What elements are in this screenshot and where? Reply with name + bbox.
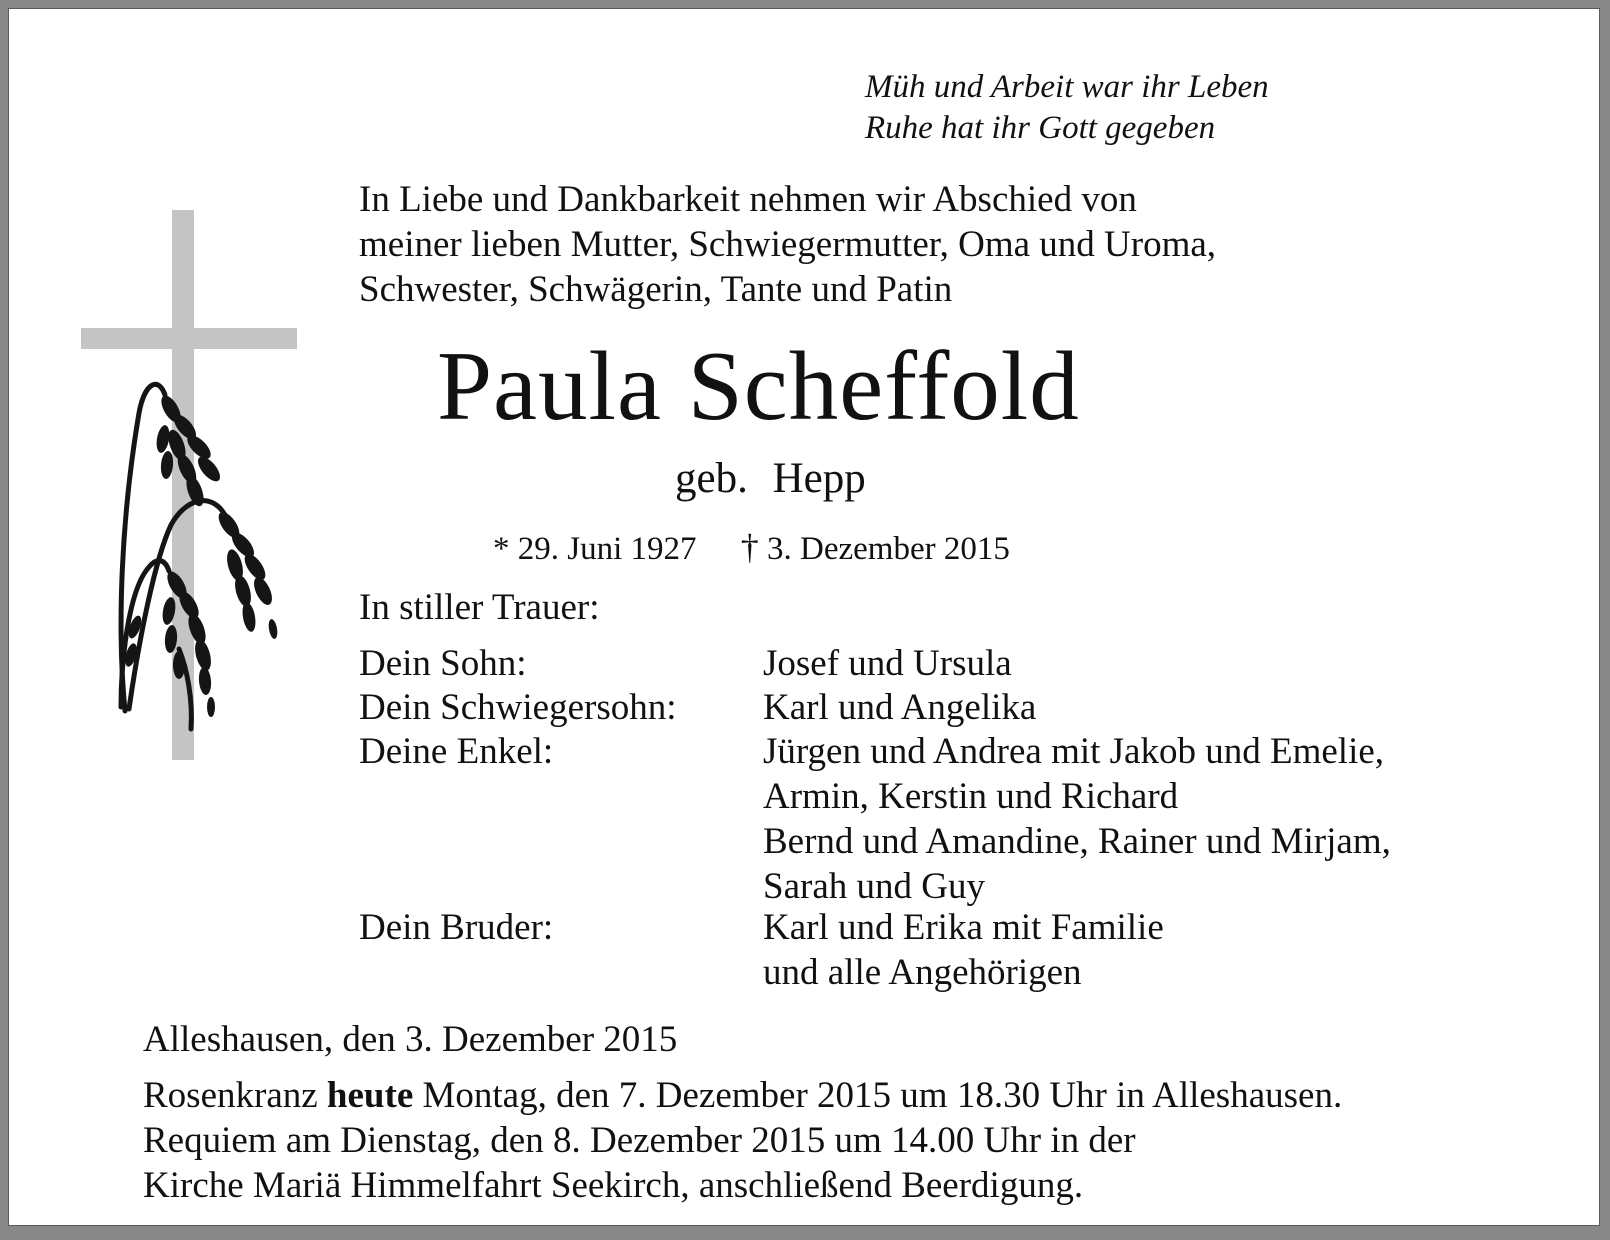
rosary-today: heute xyxy=(326,1075,414,1116)
requiem-line: Requiem am Dienstag, den 8. Dezember 2015 um 14.00 Uhr in der xyxy=(143,1120,1136,1161)
deceased-name: Paula Scheffold xyxy=(437,332,1080,441)
motto-line: Ruhe hat ihr Gott gegeben xyxy=(865,110,1216,146)
motto-line: Müh und Arbeit war ihr Leben xyxy=(865,69,1269,105)
names-line: Jürgen und Andrea mit Jakob und Emelie, xyxy=(763,731,1385,772)
names-line: Karl und Erika mit Familie xyxy=(763,907,1164,948)
service-details xyxy=(143,1073,1342,1208)
names-line: Bernd und Amandine, Rainer und Mirjam, xyxy=(763,821,1391,862)
names-line: Armin, Kerstin und Richard xyxy=(763,776,1179,817)
life-dates xyxy=(493,527,1010,569)
rosary-line xyxy=(143,1073,1342,1118)
relation-label: Dein Schwiegersohn: xyxy=(359,687,677,728)
relation-names xyxy=(763,729,1391,909)
names-line: und alle Angehörigen xyxy=(763,952,1082,993)
relation-label: Dein Bruder: xyxy=(359,907,554,948)
rosary-prefix: Rosenkranz xyxy=(143,1075,318,1116)
intro-line: In Liebe und Dankbarkeit nehmen wir Abschied von xyxy=(359,179,1137,220)
relation-label: Deine Enkel: xyxy=(359,731,554,772)
dagger-icon: † xyxy=(740,527,759,567)
requiem-line: Kirche Mariä Himmelfahrt Seekirch, anschließend Beerdigung. xyxy=(143,1165,1084,1206)
maiden-prefix: geb. xyxy=(675,455,748,502)
relation-names xyxy=(763,905,1164,995)
intro-line: Schwester, Schwägerin, Tante und Patin xyxy=(359,269,953,310)
intro-line: meiner lieben Mutter, Schwiegermutter, Oma und Uroma, xyxy=(359,224,1217,265)
relation-names xyxy=(763,685,1036,730)
names-line: Sarah und Guy xyxy=(763,866,985,907)
birth-date: * 29. Juni 1927 xyxy=(493,531,697,567)
maiden-surname: Hepp xyxy=(772,455,866,502)
names-line: Karl und Angelika xyxy=(763,687,1037,728)
intro-text xyxy=(359,177,1216,312)
relation-label: Dein Sohn: xyxy=(359,643,527,684)
place-and-date: Alleshausen, den 3. Dezember 2015 xyxy=(143,1019,678,1060)
motto-verse xyxy=(865,67,1269,149)
obituary-notice xyxy=(8,8,1600,1226)
cross-with-wheat-icon xyxy=(59,199,319,779)
rosary-details: Montag, den 7. Dezember 2015 um 18.30 Uhr in Alleshausen. xyxy=(422,1075,1343,1116)
mourners-heading: In stiller Trauer: xyxy=(359,587,600,628)
death-date: 3. Dezember 2015 xyxy=(767,531,1010,567)
maiden-name xyxy=(675,453,866,505)
names-line: Josef und Ursula xyxy=(763,643,1012,684)
relation-names xyxy=(763,641,1012,686)
